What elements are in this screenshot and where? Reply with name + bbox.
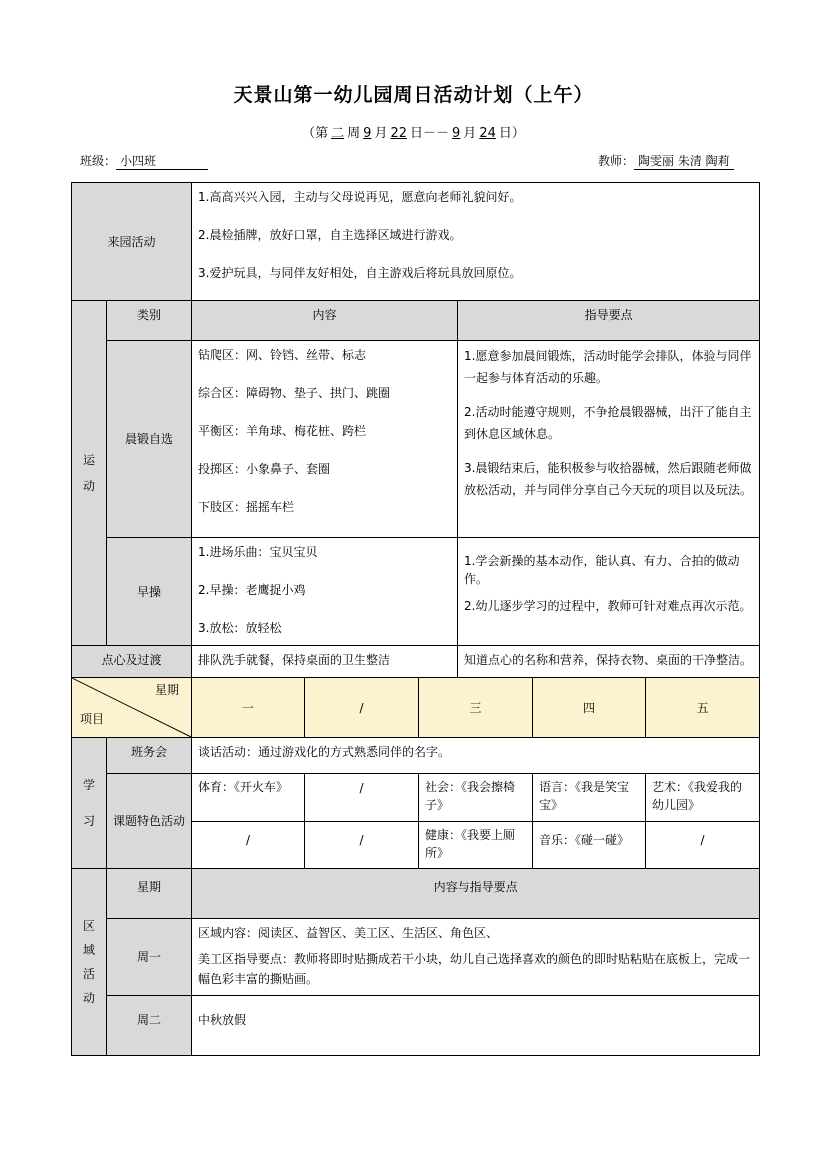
study-label-char: 习	[82, 814, 95, 828]
guide-item: 2.幼儿逐步学习的过程中，教师可针对难点再次示范。	[464, 599, 752, 613]
area-tuesday-content: 中秋放假	[192, 996, 760, 1056]
arrival-item: 2.晨检插牌，放好口罩，自主选择区域进行游戏。	[198, 228, 462, 242]
area-label	[72, 869, 107, 1056]
teacher-value: 陶雯丽 朱清 陶莉	[634, 152, 734, 170]
class-meeting-label: 班务会	[107, 738, 192, 774]
date-text: 月	[374, 126, 388, 141]
morning-drill-guide	[458, 538, 760, 646]
class-info	[80, 152, 208, 170]
day-label: 星期	[155, 683, 180, 697]
topic-cell: 社会：《我会擦椅子》	[419, 774, 533, 822]
start-month: 9	[363, 126, 372, 141]
topic-cell: 体育：《开火车》	[192, 774, 305, 822]
teacher-info	[598, 152, 734, 170]
date-text: （第	[302, 126, 329, 141]
study-label-char: 学	[82, 778, 95, 792]
page-title: 天景山第一幼儿园周日活动计划（上午）	[233, 84, 594, 106]
area-content-line: 区域内容：阅读区、益智区、美工区、生活区、角色区、	[198, 926, 499, 940]
topics-row-1	[72, 774, 760, 822]
snack-label: 点心及过渡	[72, 646, 192, 678]
area-monday-label: 周一	[107, 919, 192, 996]
class-meeting-content: 谈话活动：通过游戏化的方式熟悉同伴的名字。	[192, 738, 760, 774]
content-item: 钻爬区：网、铃铛、丝带、标志	[198, 348, 367, 362]
content-item: 2.早操：老鹰捉小鸡	[198, 583, 306, 597]
date-text: 周	[347, 126, 361, 141]
area-monday-row	[72, 919, 760, 996]
date-text: 日）	[498, 126, 525, 141]
week-number: 二	[331, 126, 345, 141]
week-header-row	[72, 678, 760, 738]
arrival-row	[72, 183, 760, 301]
study-label	[72, 738, 107, 869]
morning-drill-content	[192, 538, 458, 646]
snack-content: 排队洗手就餐，保持桌面的卫生整洁	[192, 646, 458, 678]
topic-cell: /	[646, 822, 760, 869]
day-header: /	[305, 678, 419, 738]
snack-row	[72, 646, 760, 678]
guide-header: 指导要点	[458, 301, 760, 341]
date-text: 月	[463, 126, 477, 141]
end-day: 24	[479, 126, 496, 141]
guide-item: 3.晨锻结束后，能积极参与收拾器械，然后跟随老师做放松活动，并与同伴分享自己今天玩的项目以及玩法。	[464, 461, 753, 497]
content-item: 投掷区：小象鼻子、套圈	[198, 462, 331, 476]
arrival-item: 3.爱护玩具，与同伴友好相处，自主游戏后将玩具放回原位。	[198, 266, 522, 280]
item-label: 项目	[80, 712, 105, 726]
morning-drill-label: 早操	[107, 538, 192, 646]
sport-header-row	[72, 301, 760, 341]
arrival-label: 来园活动	[72, 183, 192, 301]
morning-exercise-label: 晨锻自选	[107, 341, 192, 538]
day-header: 四	[533, 678, 646, 738]
area-tuesday-label: 周二	[107, 996, 192, 1056]
topic-cell: 音乐：《碰一碰》	[533, 822, 646, 869]
area-label-char: 活	[82, 967, 95, 981]
day-header: 一	[192, 678, 305, 738]
class-label: 班级：	[80, 154, 117, 168]
morning-exercise-row	[72, 341, 760, 538]
content-header: 内容	[192, 301, 458, 341]
area-monday-content	[192, 919, 760, 996]
date-text: 日－－	[410, 126, 450, 141]
topic-cell: /	[192, 822, 305, 869]
sport-label-char: 运	[82, 453, 95, 467]
topic-cell: /	[305, 774, 419, 822]
area-tuesday-row	[72, 996, 760, 1056]
area-day-header: 星期	[107, 869, 192, 919]
date-range	[0, 122, 827, 141]
topic-cell: 语言：《我是笑宝宝》	[533, 774, 646, 822]
class-meeting-row	[72, 738, 760, 774]
content-item: 综合区：障碍物、垫子、拱门、跳圈	[198, 386, 391, 400]
snack-guide: 知道点心的名称和营养，保持衣物、桌面的干净整洁。	[458, 646, 760, 678]
area-label-char: 域	[82, 943, 95, 957]
sport-label-char: 动	[82, 479, 95, 493]
day-header: 五	[646, 678, 760, 738]
content-item: 平衡区：羊角球、梅花桩、跨栏	[198, 424, 367, 438]
arrival-item: 1.高高兴兴入园，主动与父母说再见，愿意向老师礼貌问好。	[198, 190, 522, 204]
topic-cell: 艺术：《我爱我的幼儿园》	[646, 774, 760, 822]
topics-label: 课题特色活动	[107, 774, 192, 869]
type-header: 类别	[107, 301, 192, 341]
content-item: 1.进场乐曲：宝贝宝贝	[198, 545, 318, 559]
topic-cell: /	[305, 822, 419, 869]
guide-item: 2.活动时能遵守规则，不争抢晨锻器械，出汗了能自主到休息区域休息。	[464, 405, 752, 441]
morning-drill-row	[72, 538, 760, 646]
morning-exercise-guide	[458, 341, 760, 538]
start-day: 22	[390, 126, 407, 141]
area-header-row	[72, 869, 760, 919]
class-value: 小四班	[116, 152, 208, 170]
activity-plan-table	[71, 182, 760, 1056]
teacher-label: 教师：	[598, 154, 635, 168]
end-month: 9	[452, 126, 461, 141]
content-item: 下肢区：摇摇车栏	[198, 500, 295, 514]
guide-item: 1.学会新操的基本动作，能认真、有力、合拍的做动作。	[464, 554, 740, 586]
area-content-header: 内容与指导要点	[192, 869, 760, 919]
morning-exercise-content	[192, 341, 458, 538]
content-item: 3.放松：放轻松	[198, 621, 282, 635]
arrival-content	[192, 183, 760, 301]
week-header-corner	[72, 678, 192, 738]
area-content-line: 美工区指导要点：教师将即时贴撕成若干小块，幼儿自己选择喜欢的颜色的即时贴粘贴在底板上，完成一幅色彩丰富的撕贴画。	[198, 952, 751, 986]
area-label-char: 区	[82, 919, 95, 933]
sport-label	[72, 301, 107, 646]
day-header: 三	[419, 678, 533, 738]
guide-item: 1.愿意参加晨间锻炼，活动时能学会排队，体验与同伴一起参与体育活动的乐趣。	[464, 349, 752, 385]
area-label-char: 动	[82, 991, 95, 1005]
topic-cell: 健康：《我要上厕所》	[419, 822, 533, 869]
